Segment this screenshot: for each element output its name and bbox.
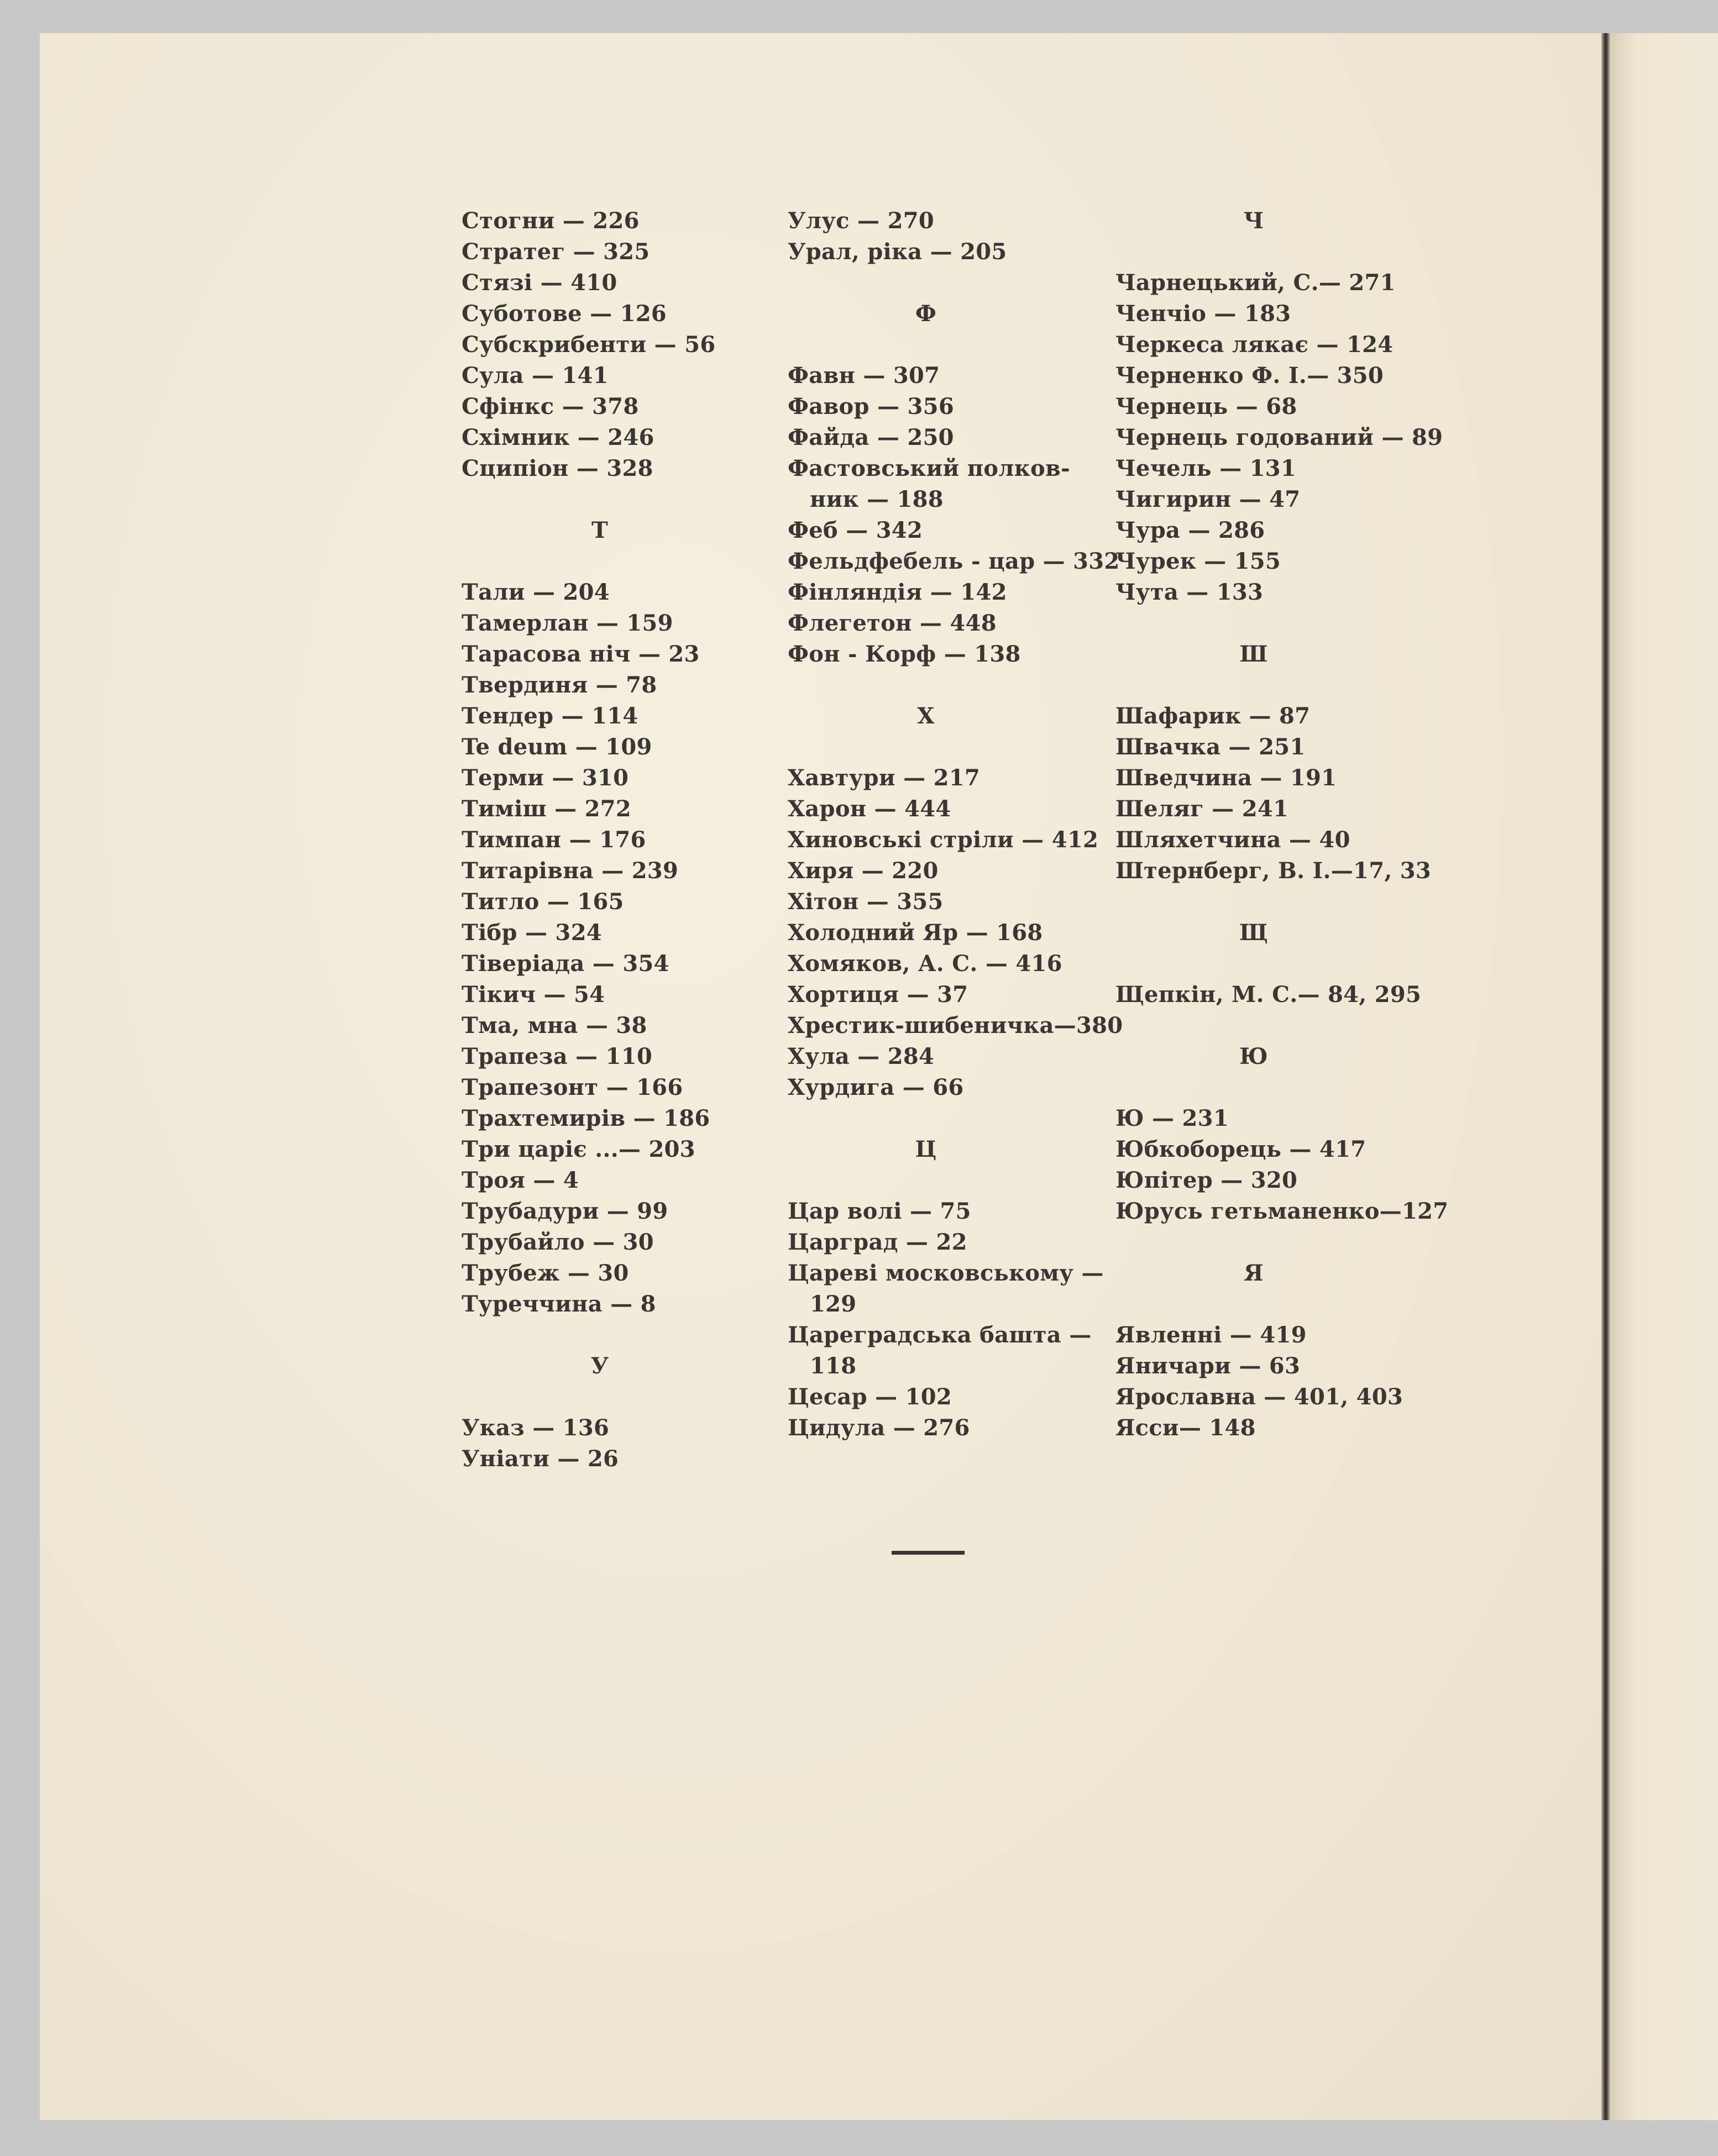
index-entry: Стязі — 410 (462, 270, 617, 296)
index-entry: Субскрибенти — 56 (462, 332, 716, 358)
index-entry: Фавн — 307 (788, 363, 940, 389)
end-rule (892, 1551, 965, 1555)
index-entry: Чарнецький, С.— 271 (1115, 270, 1396, 296)
section-letter: Ю (1239, 1043, 1268, 1069)
index-entry: Хітон — 355 (788, 889, 944, 915)
index-entry: Флегетон — 448 (788, 610, 997, 636)
index-entry: Фінляндія — 142 (788, 579, 1007, 605)
index-entry: ник — 188 (810, 486, 944, 512)
index-entry: Ю — 231 (1115, 1105, 1229, 1131)
section-letter: Х (917, 703, 935, 729)
index-column-3 (1115, 206, 1449, 1444)
index-entry: Троя — 4 (462, 1167, 579, 1193)
index-entry: Черненко Ф. І.— 350 (1115, 363, 1384, 389)
index-entry: Ченчіо — 183 (1115, 301, 1291, 327)
index-entry: Три царіє ...— 203 (462, 1136, 695, 1162)
index-entry: Штернберг, В. І.—17, 33 (1115, 858, 1432, 884)
index-entry: Ясси— 148 (1115, 1415, 1256, 1441)
index-entry: Фельдфебель - цар — 332 (788, 548, 1120, 574)
index-entry: Холодний Яр — 168 (788, 920, 1043, 946)
index-entry: Тендер — 114 (462, 703, 638, 729)
index-entry: Трапезонт — 166 (462, 1074, 683, 1100)
index-entry: Трахтемирів — 186 (462, 1105, 710, 1131)
index-entry: Тиміш — 272 (462, 796, 632, 822)
index-entry: Фастовський полков- (788, 455, 1070, 481)
index-entry: Титарівна — 239 (462, 858, 679, 884)
index-entry: Шафарик — 87 (1115, 703, 1311, 729)
index-entry: Шведчина — 191 (1115, 765, 1337, 791)
index-entry: Терми — 310 (462, 765, 629, 791)
index-entry: Хула — 284 (788, 1043, 935, 1069)
section-letter: Ц (915, 1136, 937, 1162)
index-entry: Харон — 444 (788, 796, 951, 822)
index-column-2 (788, 206, 1123, 1444)
index-entry: Юпітер — 320 (1115, 1167, 1298, 1193)
section-letter: Ф (915, 301, 937, 327)
index-entry: Юрусь гетьманенко—127 (1115, 1198, 1449, 1224)
index-entry: Файда — 250 (788, 424, 954, 450)
index-entry: Фавор — 356 (788, 394, 954, 419)
index-entry: Черкеса лякає — 124 (1115, 332, 1394, 358)
index-entry: Яничари — 63 (1115, 1353, 1301, 1379)
index-entry: Трапеза — 110 (462, 1043, 653, 1069)
index-entry: Тіверіада — 354 (462, 951, 669, 977)
index-entry: Царград — 22 (788, 1229, 967, 1255)
index-entry: Чечель — 131 (1115, 455, 1296, 481)
index-entry: 118 (810, 1353, 857, 1379)
index-entry: Стратег — 325 (462, 239, 650, 265)
section-letter: Я (1244, 1260, 1264, 1286)
index-entry: Тібр — 324 (462, 920, 602, 946)
index-entry: Шеляг — 241 (1115, 796, 1289, 822)
index-entry: Суботове — 126 (462, 301, 667, 327)
index-column-1 (462, 206, 771, 1475)
index-entry: Стогни — 226 (462, 208, 640, 234)
index-entry: Чернець — 68 (1115, 394, 1297, 419)
index-entry: Сфінкс — 378 (462, 394, 639, 419)
index-entry: Хурдига — 66 (788, 1074, 964, 1100)
index-entry: Тма, мна — 38 (462, 1013, 647, 1038)
index-entry: Хиновські стріли — 412 (788, 827, 1099, 853)
index-entry: Чута — 133 (1115, 579, 1264, 605)
section-letter: У (590, 1353, 609, 1379)
index-entry: Тали — 204 (462, 579, 610, 605)
section-letter: Щ (1239, 920, 1269, 946)
section-letter: Ш (1239, 641, 1268, 667)
index-entry: Цесар — 102 (788, 1384, 952, 1410)
index-entry: Туреччина — 8 (462, 1291, 656, 1317)
index-entry: Хрестик-шибеничка—380 (788, 1013, 1123, 1038)
index-entry: Схімник — 246 (462, 424, 654, 450)
index-entry: Титло — 165 (462, 889, 624, 915)
index-entry: Цареградська башта — (788, 1322, 1092, 1348)
index-entry: Сципіон — 328 (462, 455, 653, 481)
index-entry: Швачка — 251 (1115, 734, 1306, 760)
index-entry: Шляхетчина — 40 (1115, 827, 1350, 853)
index-entry: Ярославна — 401, 403 (1115, 1384, 1403, 1410)
index-entry: Чернець годований — 89 (1115, 424, 1443, 450)
index-entry: Хортиця — 37 (788, 982, 968, 1008)
index-entry: Фон - Корф — 138 (788, 641, 1021, 667)
index-entry: Тарасова ніч — 23 (462, 641, 700, 667)
index-entry: Тимпан — 176 (462, 827, 646, 853)
index-entry: Трубайло — 30 (462, 1229, 654, 1255)
book-spine (1601, 33, 1610, 2120)
index-entry: Трубадури — 99 (462, 1198, 668, 1224)
index-entry: Чигирин — 47 (1115, 486, 1301, 512)
index-entry: Te deum — 109 (462, 734, 652, 760)
index-entry: Явленні — 419 (1115, 1322, 1307, 1348)
index-entry: Указ — 136 (462, 1415, 610, 1441)
section-letter: Ч (1243, 208, 1264, 234)
index-entry: Тамерлан — 159 (462, 610, 673, 636)
index-entry: Хомяков, А. С. — 416 (788, 951, 1062, 977)
index-entry: Урал, ріка — 205 (788, 239, 1007, 265)
index-entry: Феб — 342 (788, 517, 923, 543)
index-entry: Трубеж — 30 (462, 1260, 629, 1286)
index-entry: Твердиня — 78 (462, 672, 657, 698)
index-entry: Уніати — 26 (462, 1446, 619, 1472)
index-entry: Цареві московському — (788, 1260, 1104, 1286)
index-entry: Щепкін, М. С.— 84, 295 (1115, 982, 1422, 1008)
index-entry: Цар волі — 75 (788, 1198, 971, 1224)
index-entry: 129 (810, 1291, 857, 1317)
index-entry: Сула — 141 (462, 363, 609, 389)
index-entry: Тікич — 54 (462, 982, 605, 1008)
index-entry: Чура — 286 (1115, 517, 1265, 543)
index-entry: Улус — 270 (788, 208, 934, 234)
facing-page-edge (1610, 33, 1718, 2120)
section-letter: Т (591, 517, 609, 543)
index-entry: Хиря — 220 (788, 858, 939, 884)
index-entry: Чурек — 155 (1115, 548, 1281, 574)
index-entry: Хавтури — 217 (788, 765, 981, 791)
index-entry: Цидула — 276 (788, 1415, 970, 1441)
index-entry: Юбкоборець — 417 (1115, 1136, 1366, 1162)
